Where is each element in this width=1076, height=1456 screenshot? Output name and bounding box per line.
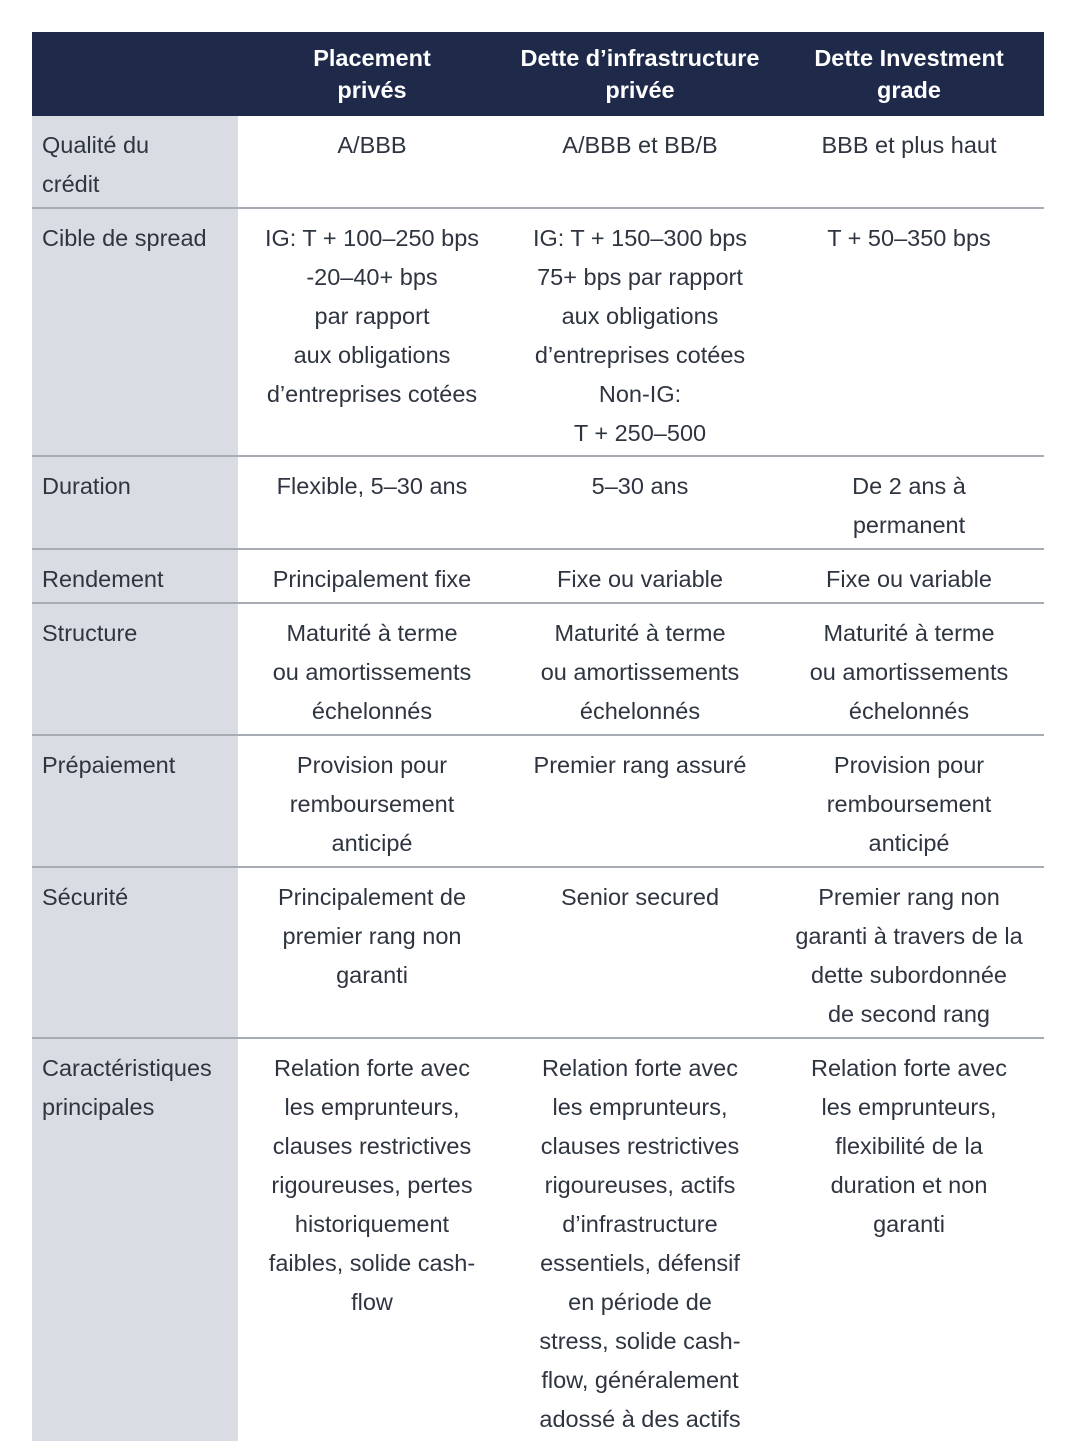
table-cell: Relation forte avec les emprunteurs, flexibilité de la duration et non garanti	[811, 1055, 1007, 1237]
table-row	[32, 550, 1044, 604]
table-cell: Senior secured	[560, 884, 720, 910]
table-cell: 5–30 ans	[591, 473, 689, 499]
table-cell: A/BBB	[337, 132, 407, 158]
table-cell: Relation forte avec les emprunteurs, clauses restrictives rigoureuses, pertes historiquement faibles, solide cash- flow	[268, 1055, 476, 1315]
table-cell: Premier rang assuré	[533, 752, 747, 778]
table-cell: Maturité à terme ou amortissements échelonnés	[272, 620, 472, 724]
header-dette-infrastructure: Dette d’infrastructure privée	[520, 45, 760, 103]
table-cell: De 2 ans à permanent	[852, 473, 966, 538]
table-header	[32, 32, 1044, 116]
table-cell: Premier rang non garanti à travers de la dette subordonnée de second rang	[795, 884, 1023, 1027]
row-label: Prépaiement	[32, 736, 238, 866]
comparison-table	[32, 32, 1044, 1441]
table-cell: Principalement de premier rang non garanti	[277, 884, 467, 988]
row-label: Rendement	[32, 550, 238, 602]
table-cell: IG: T + 150–300 bps 75+ bps par rapport aux obligations d’entreprises cotées Non-IG: T + 250–500	[532, 225, 748, 446]
table-cell: A/BBB et BB/B	[562, 132, 718, 158]
table-cell: Provision pour remboursement anticipé	[289, 752, 455, 856]
table-cell: T + 50–350 bps	[827, 225, 991, 251]
header-empty	[32, 32, 238, 116]
header-placement-prives: Placement privés	[313, 45, 431, 103]
table-row	[32, 457, 1044, 550]
table-cell: Fixe ou variable	[557, 566, 723, 592]
table-cell: Principalement fixe	[272, 566, 472, 592]
table-cell: Relation forte avec les emprunteurs, clauses restrictives rigoureuses, actifs d’infrastructure essentiels, défensif en période de stress, solide cash- flow, généralement adossé à des actifs	[539, 1055, 741, 1432]
table-row	[32, 209, 1044, 457]
table-cell: Maturité à terme ou amortissements échelonnés	[809, 620, 1009, 724]
table-row	[32, 116, 1044, 209]
table-cell: IG: T + 100–250 bps -20–40+ bps par rapport aux obligations d’entreprises cotées	[264, 225, 480, 407]
row-label: Cible de spread	[32, 209, 238, 455]
table-cell: Fixe ou variable	[826, 566, 992, 592]
table-row	[32, 868, 1044, 1039]
table-cell: BBB et plus haut	[821, 132, 997, 158]
row-label: Duration	[32, 457, 238, 548]
table-cell: Maturité à terme ou amortissements échelonnés	[540, 620, 740, 724]
table-cell: Flexible, 5–30 ans	[276, 473, 468, 499]
row-label: Sécurité	[32, 868, 238, 1037]
row-label: Structure	[32, 604, 238, 734]
table-cell: Provision pour remboursement anticipé	[826, 752, 992, 856]
header-dette-investment-grade: Dette Investment grade	[814, 45, 1004, 103]
row-label: Caractéristiques principales	[32, 1039, 238, 1441]
table-row	[32, 1039, 1044, 1441]
row-label: Qualité du crédit	[32, 116, 238, 207]
table-row	[32, 736, 1044, 868]
table-row	[32, 604, 1044, 736]
